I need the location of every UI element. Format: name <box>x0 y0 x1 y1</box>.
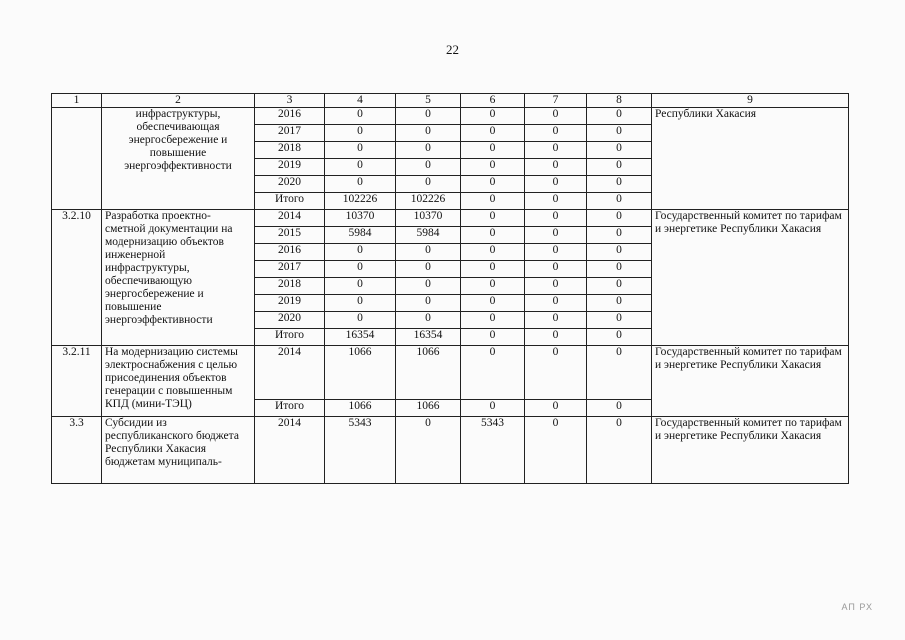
responsible-executor: Государственный комитет по тарифам и энергетике Республики Хакасия <box>652 346 849 417</box>
value-cell: 0 <box>325 125 396 142</box>
value-cell: 0 <box>461 227 525 244</box>
year-cell: 2016 <box>255 244 325 261</box>
value-cell: 0 <box>587 125 652 142</box>
responsible-executor: Государственный комитет по тарифам и энергетике Республики Хакасия <box>652 210 849 346</box>
column-header: 7 <box>525 94 587 108</box>
value-cell: 0 <box>461 244 525 261</box>
value-cell: 0 <box>461 108 525 125</box>
value-cell: 0 <box>396 278 461 295</box>
year-cell: 2014 <box>255 346 325 400</box>
column-header: 3 <box>255 94 325 108</box>
year-cell: 2018 <box>255 142 325 159</box>
value-cell: 0 <box>325 244 396 261</box>
value-cell: 0 <box>396 417 461 484</box>
value-cell: 0 <box>396 125 461 142</box>
value-cell: 102226 <box>396 193 461 210</box>
value-cell: 0 <box>525 329 587 346</box>
value-cell: 10370 <box>396 210 461 227</box>
value-cell: 0 <box>587 400 652 417</box>
value-cell: 0 <box>396 108 461 125</box>
value-cell: 5984 <box>325 227 396 244</box>
table-row <box>52 210 849 227</box>
program-table <box>51 93 849 484</box>
value-cell: 0 <box>461 176 525 193</box>
page-number: 22 <box>446 42 459 57</box>
responsible-executor: Республики Хакасия <box>652 108 849 210</box>
value-cell: 0 <box>587 227 652 244</box>
value-cell: 0 <box>525 278 587 295</box>
column-header: 9 <box>652 94 849 108</box>
column-header: 4 <box>325 94 396 108</box>
year-cell: 2020 <box>255 176 325 193</box>
value-cell: 16354 <box>396 329 461 346</box>
year-cell: 2014 <box>255 210 325 227</box>
value-cell: 0 <box>587 329 652 346</box>
year-cell: 2020 <box>255 312 325 329</box>
value-cell: 0 <box>461 261 525 278</box>
value-cell: 0 <box>525 312 587 329</box>
value-cell: 0 <box>461 193 525 210</box>
column-header: 8 <box>587 94 652 108</box>
value-cell: 0 <box>587 193 652 210</box>
value-cell: 0 <box>587 312 652 329</box>
column-header: 1 <box>52 94 102 108</box>
column-header: 2 <box>102 94 255 108</box>
value-cell: 0 <box>587 278 652 295</box>
value-cell: 0 <box>587 295 652 312</box>
year-cell: 2017 <box>255 261 325 278</box>
year-cell: Итого <box>255 400 325 417</box>
value-cell: 0 <box>461 278 525 295</box>
year-cell: 2016 <box>255 108 325 125</box>
value-cell: 0 <box>325 159 396 176</box>
value-cell: 0 <box>587 142 652 159</box>
value-cell: 0 <box>396 159 461 176</box>
value-cell: 0 <box>525 125 587 142</box>
value-cell: 0 <box>461 400 525 417</box>
value-cell: 5343 <box>461 417 525 484</box>
value-cell: 0 <box>587 108 652 125</box>
value-cell: 0 <box>525 108 587 125</box>
value-cell: 0 <box>525 193 587 210</box>
value-cell: 0 <box>396 142 461 159</box>
value-cell: 0 <box>325 278 396 295</box>
value-cell: 5984 <box>396 227 461 244</box>
column-header: 5 <box>396 94 461 108</box>
year-cell: 2019 <box>255 295 325 312</box>
value-cell: 0 <box>587 417 652 484</box>
year-cell: 2019 <box>255 159 325 176</box>
value-cell: 0 <box>525 176 587 193</box>
year-cell: 2018 <box>255 278 325 295</box>
value-cell: 0 <box>461 329 525 346</box>
value-cell: 0 <box>461 159 525 176</box>
item-number: 3.3 <box>52 417 102 484</box>
value-cell: 0 <box>587 244 652 261</box>
year-cell: Итого <box>255 193 325 210</box>
value-cell: 0 <box>525 261 587 278</box>
value-cell: 0 <box>525 417 587 484</box>
value-cell: 0 <box>325 108 396 125</box>
value-cell: 0 <box>461 125 525 142</box>
item-number <box>52 108 102 210</box>
value-cell: 0 <box>525 210 587 227</box>
value-cell: 0 <box>525 227 587 244</box>
value-cell: 0 <box>325 176 396 193</box>
value-cell: 0 <box>525 244 587 261</box>
value-cell: 0 <box>461 312 525 329</box>
value-cell: 0 <box>587 159 652 176</box>
item-description: Разработка проектно-сметной документации на модернизацию объектов инженерной инфраструктуры, обеспечивающую энергосбережение и повышение энергоэффективности <box>102 210 255 346</box>
value-cell: 0 <box>525 346 587 400</box>
year-cell: 2014 <box>255 417 325 484</box>
value-cell: 0 <box>396 295 461 312</box>
value-cell: 0 <box>325 295 396 312</box>
column-header: 6 <box>461 94 525 108</box>
value-cell: 0 <box>587 346 652 400</box>
value-cell: 1066 <box>396 346 461 400</box>
value-cell: 0 <box>396 176 461 193</box>
value-cell: 1066 <box>325 346 396 400</box>
table-body <box>52 94 849 484</box>
year-cell: Итого <box>255 329 325 346</box>
year-cell: 2017 <box>255 125 325 142</box>
value-cell: 0 <box>587 210 652 227</box>
value-cell: 0 <box>461 142 525 159</box>
value-cell: 0 <box>325 312 396 329</box>
table-row <box>52 108 849 125</box>
value-cell: 0 <box>587 176 652 193</box>
value-cell: 0 <box>396 244 461 261</box>
value-cell: 0 <box>396 261 461 278</box>
value-cell: 0 <box>396 312 461 329</box>
value-cell: 5343 <box>325 417 396 484</box>
item-description: Субсидии из республиканского бюджета Республики Хакасия бюджетам муниципаль- <box>102 417 255 484</box>
value-cell: 0 <box>525 142 587 159</box>
value-cell: 0 <box>461 346 525 400</box>
year-cell: 2015 <box>255 227 325 244</box>
item-number: 3.2.11 <box>52 346 102 417</box>
item-description: инфраструктуры, обеспечивающая энергосбережение и повышение энергоэффективности <box>102 108 255 210</box>
archive-stamp: АП РХ <box>841 602 873 612</box>
header-row <box>52 94 849 108</box>
value-cell: 0 <box>461 295 525 312</box>
value-cell: 0 <box>461 210 525 227</box>
value-cell: 1066 <box>325 400 396 417</box>
item-number: 3.2.10 <box>52 210 102 346</box>
table-row <box>52 346 849 400</box>
value-cell: 10370 <box>325 210 396 227</box>
value-cell: 0 <box>525 400 587 417</box>
value-cell: 0 <box>587 261 652 278</box>
value-cell: 0 <box>525 159 587 176</box>
value-cell: 102226 <box>325 193 396 210</box>
item-description: На модернизацию системы электроснабжения с целью присоединения объектов генерации с повышенным КПД (мини-ТЭЦ) <box>102 346 255 417</box>
table-row <box>52 417 849 484</box>
value-cell: 0 <box>325 261 396 278</box>
value-cell: 0 <box>525 295 587 312</box>
value-cell: 0 <box>325 142 396 159</box>
value-cell: 16354 <box>325 329 396 346</box>
responsible-executor: Государственный комитет по тарифам и энергетике Республики Хакасия <box>652 417 849 484</box>
value-cell: 1066 <box>396 400 461 417</box>
